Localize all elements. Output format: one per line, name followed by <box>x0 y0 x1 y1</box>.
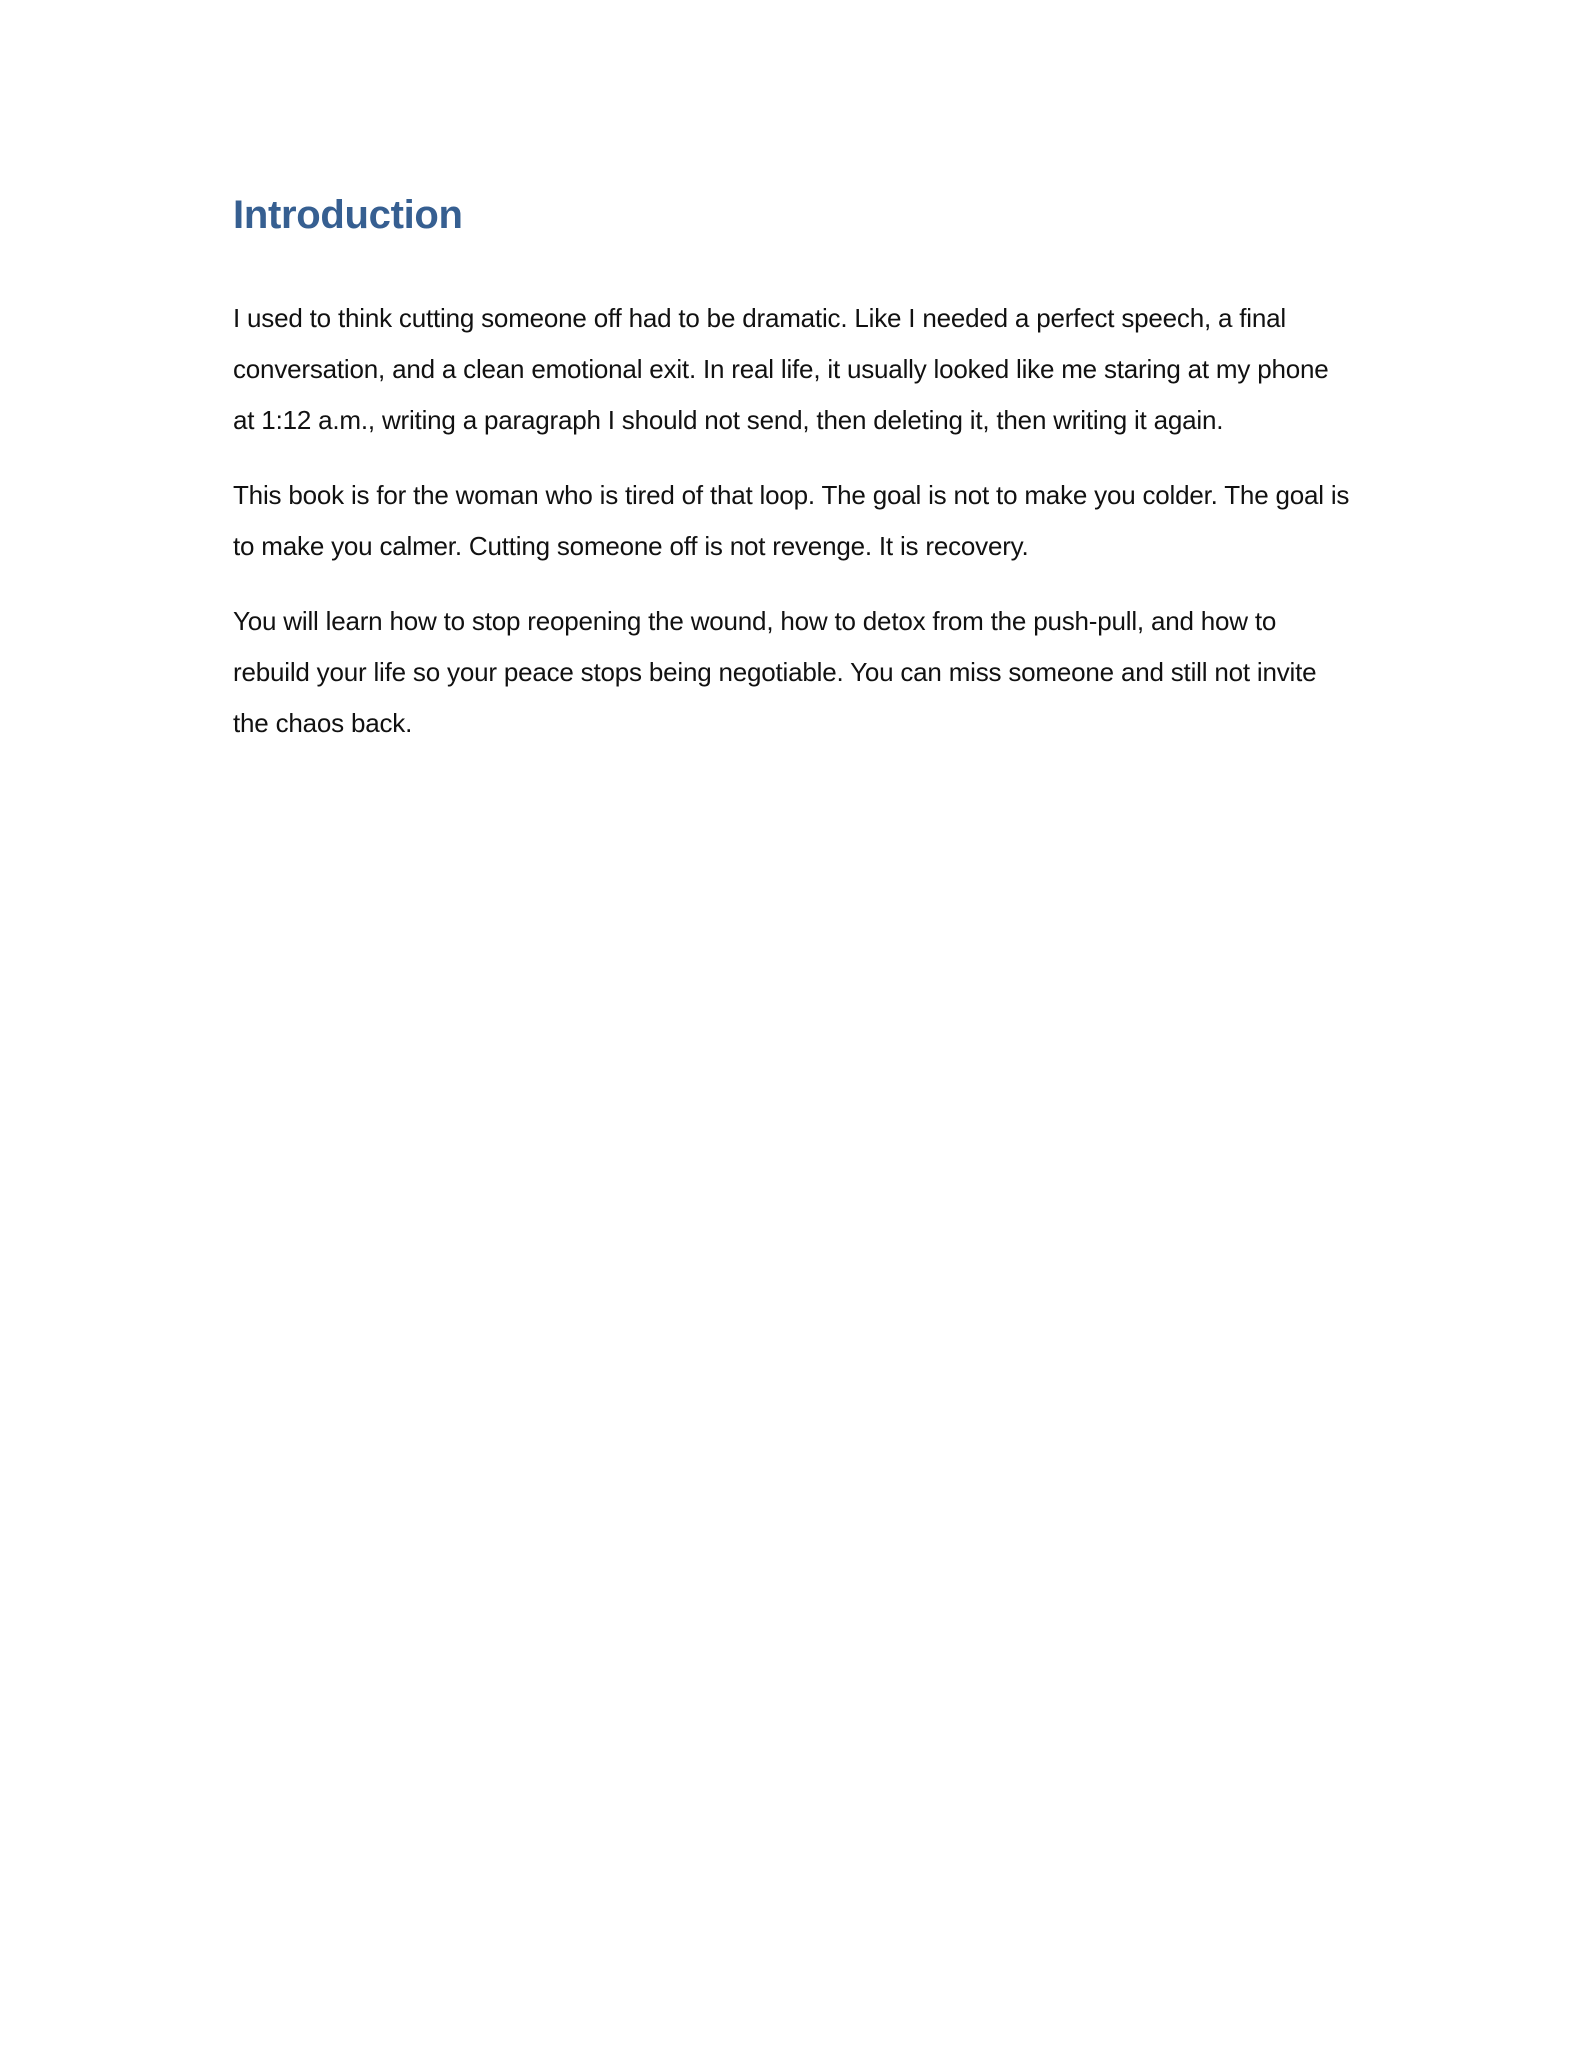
chapter-heading: Introduction <box>233 193 463 237</box>
paragraph-2: This book is for the woman who is tired of that loop. The goal is not to make you colder. The goal is to make you calmer. Cutting someone off is not revenge. It is recovery. <box>233 480 1350 561</box>
paragraph-3: You will learn how to stop reopening the wound, how to detox from the push-pull, and how to rebuild your life so your peace stops being negotiable. You can miss someone and still not invite the chaos back. <box>233 606 1317 738</box>
page-content <box>233 185 1353 773</box>
paragraph-1: I used to think cutting someone off had to be dramatic. Like I needed a perfect speech, a final conversation, and a clean emotional exit. In real life, it usually looked like me staring at my phone at 1:12 a.m., writing a paragraph I should not send, then deleting it, then writing it again. <box>233 303 1329 435</box>
